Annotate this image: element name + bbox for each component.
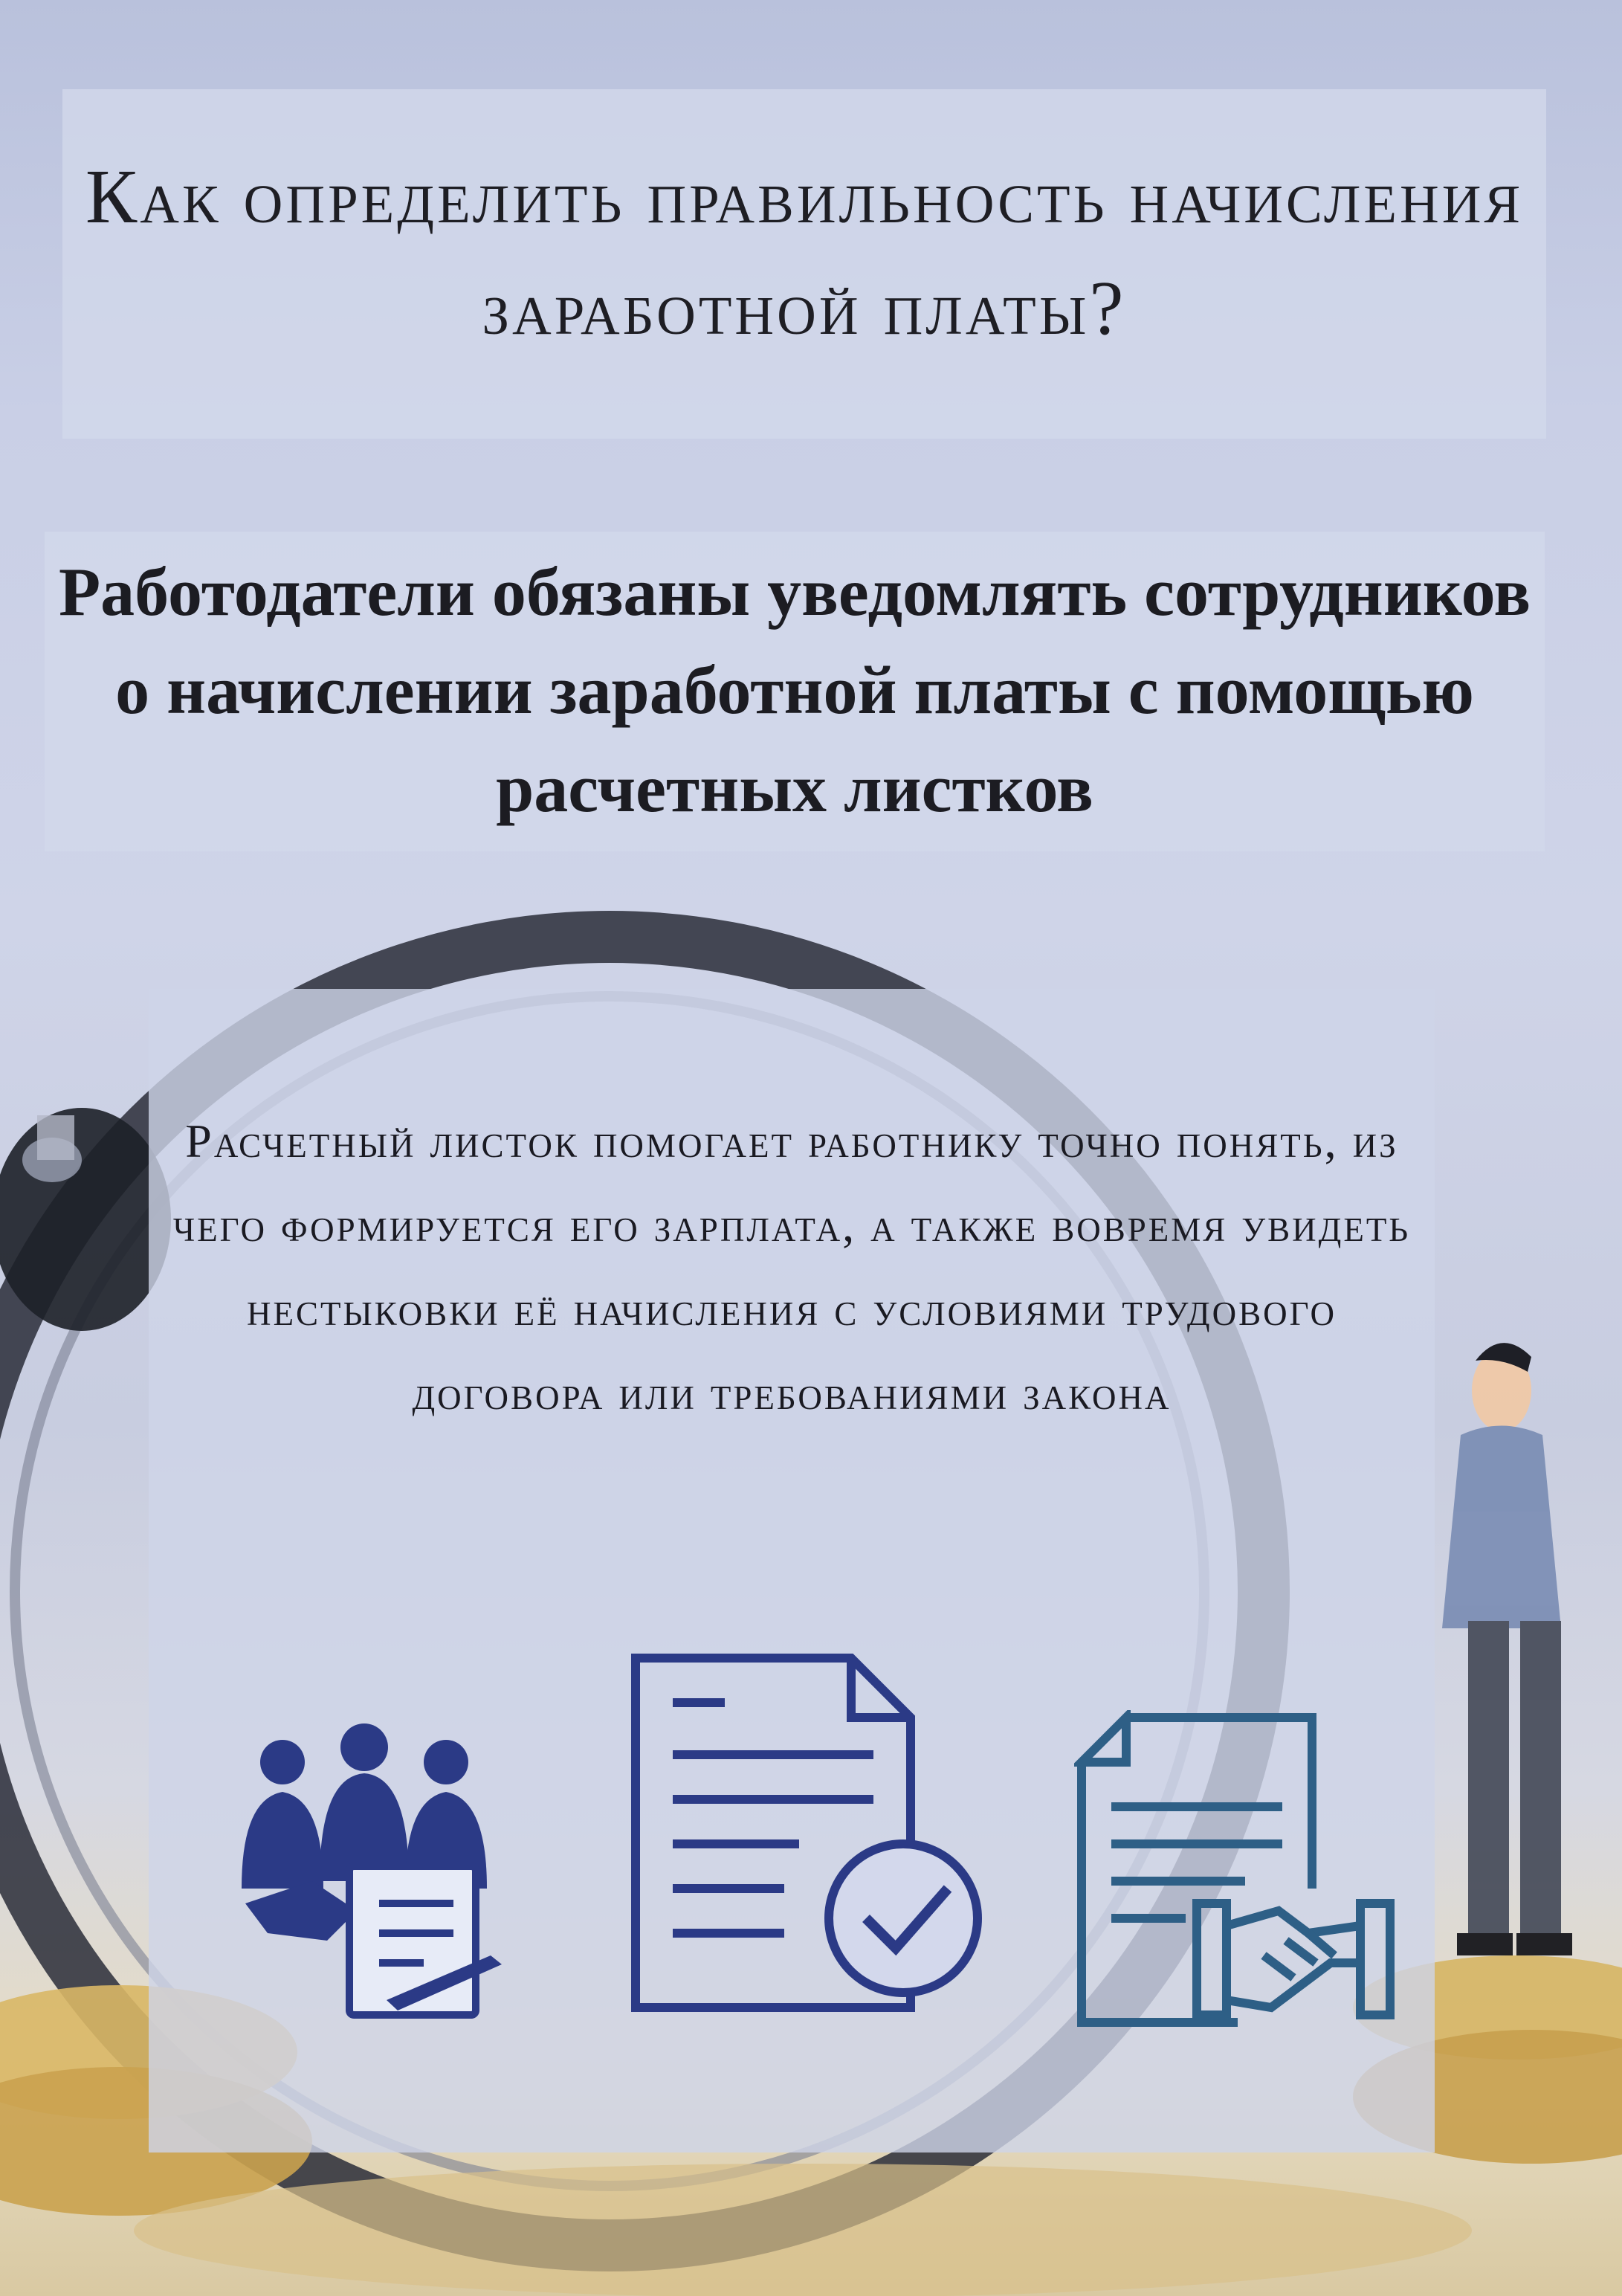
contract-handshake-icon	[1074, 1710, 1401, 2037]
figurine	[1442, 1343, 1572, 1955]
page-title: Как определить правильность начисления заработной платы?	[85, 154, 1524, 351]
info-text: Расчетный листок помогает работнику точно понять, из чего формируется его зарплата, а также вовремя увидеть нестыковки её начисления с условиями трудового договора или требованиями закона	[172, 1115, 1411, 1419]
team-agreement-icon	[230, 1718, 528, 2030]
notice-text: Работодатели обязаны уведомлять сотрудников о начислении заработной платы с помощью расчетных листков	[58, 554, 1531, 826]
document-check-icon	[628, 1651, 992, 2022]
